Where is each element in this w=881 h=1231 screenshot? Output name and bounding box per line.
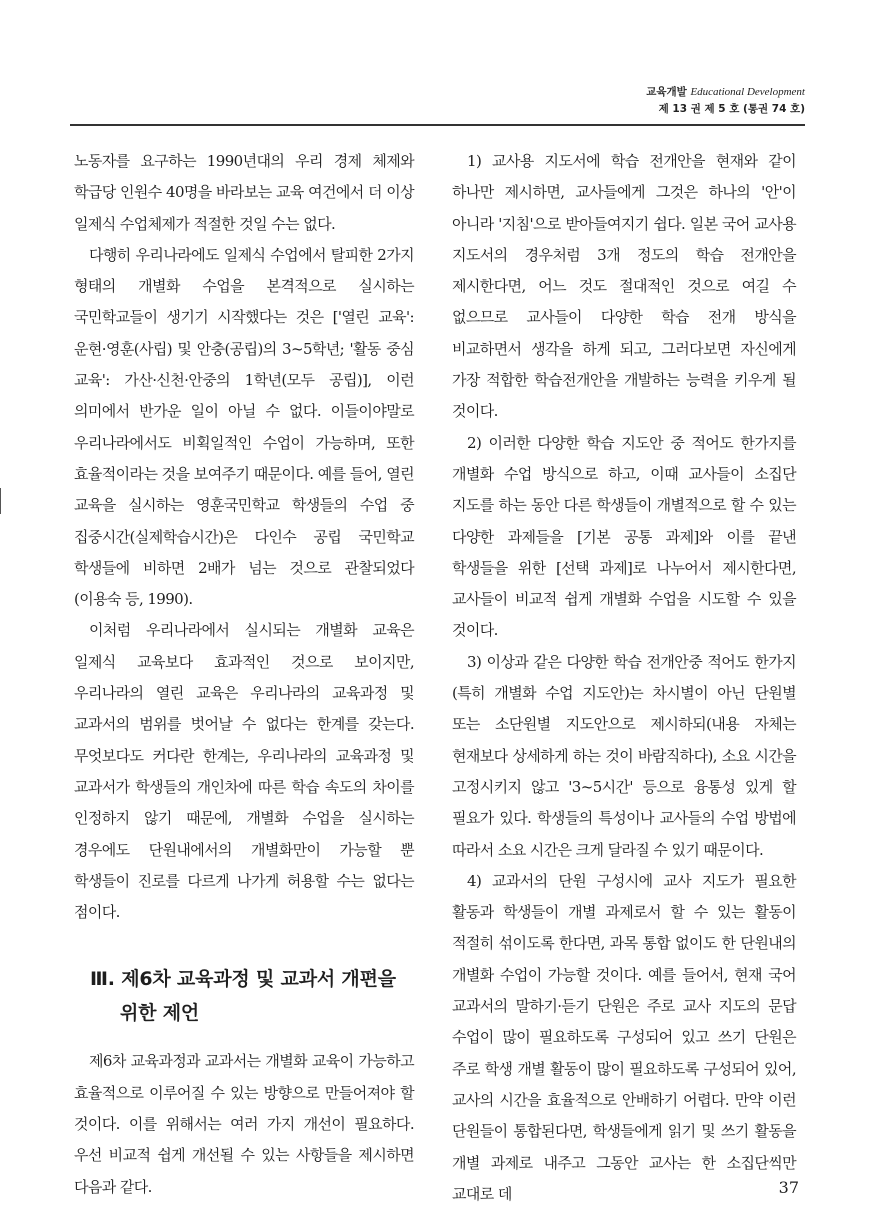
right-column <box>452 146 796 1210</box>
left-column <box>74 146 414 1203</box>
header-rule <box>70 124 805 126</box>
page-number: 37 <box>778 1178 799 1197</box>
running-header <box>646 84 805 118</box>
left-paragraph-2: 다행히 우리나라에도 일제식 수업에서 탈피한 2가지 형태의 개별화 수업을 본격적으로 실시하는 국민학교들이 생기기 시작했다는 것은 ['열린 교육': 운현·영훈(사립) 및 안충(공립)의 3~5학년; '활동 중심 교육': 가산·신천·안중의 1학년(모두 공립)], 이런 의미에서 반가운 일이 아닐 수 없다. 이들이야말로 우리나라에서도 비획일적인 수업이 가능하며, 또한 효율적이라는 것을 보여주기 때문이다. 예를 들어, 열린 교육을 실시하는 영훈국민학교 학생들의 수업 중 집중시간(실제학습시간)은 다인수 공립 국민학교 학생들에 비하면 2배가 넘는 것으로 관찰되었다(이용숙 등, 1990). <box>74 245 414 609</box>
left-paragraph-3: 이처럼 우리나라에서 실시되는 개별화 교육은 일제식 교육보다 효과적인 것으로 보이지만, 우리나라의 열린 교육은 우리나라의 교육과정 및 교과서의 범위를 벗어날 수 없다는 한계를 갖는다. 무엇보다도 커다란 한계는, 우리나라의 교육과정 및 교과서가 학생들의 개인차에 따른 학습 속도의 차이를 인정하지 않기 때문에, 개별화 수업을 실시하는 경우에도 단원내에서의 개별화만이 가능할 뿐 학생들이 진로를 다르게 나가게 허용할 수는 없다는 점이다. <box>74 621 414 922</box>
section-heading-line-1: Ⅲ. 제6차 교육과정 및 교과서 개편을 <box>90 968 396 991</box>
right-paragraph-3: 3) 이상과 같은 다양한 학습 전개안중 적어도 한가지(특히 개별화 수업 지도안)는 차시별이 아닌 단원별 또는 소단원별 지도안으로 제시하되(내용 자체는 현재보다 상세하게 하는 것이 바람직하다), 소요 시간을 고정시키지 않고 '3~5시간' 등으로 융통성 있게 할 필요가 있다. 학생들의 특성이나 교사들의 수업 방법에 따라서 소요 시간은 크게 달라질 수 있기 때문이다. <box>452 652 796 859</box>
margin-mark <box>0 488 1 514</box>
section-heading <box>74 962 414 1030</box>
journal-title-en: Educational Development <box>690 86 805 98</box>
journal-title-ko: 교육개발 <box>646 86 687 98</box>
left-paragraph-4: 제6차 교육과정과 교과서는 개별화 교육이 가능하고 효율적으로 이루어질 수 있는 방향으로 만들어져야 할 것이다. 이를 위해서는 여러 가지 개선이 필요하다. 우선 비교적 쉽게 개선될 수 있는 사항들을 제시하면 다음과 같다. <box>74 1052 414 1196</box>
section-heading-line-2: 위한 제언 <box>120 1002 200 1025</box>
left-paragraph-1: 노동자를 요구하는 1990년대의 우리 경제 체제와 학급당 인원수 40명을 바라보는 교육 여건에서 더 이상 일제식 수업체제가 적절한 것일 수는 없다. <box>74 152 414 233</box>
journal-title-line <box>646 84 805 101</box>
right-paragraph-2: 2) 이러한 다양한 학습 지도안 중 적어도 한가지를 개별화 수업 방식으로 하고, 이때 교사들이 소집단 지도를 하는 동안 다른 학생들이 개별적으로 할 수 있는 다양한 과제들을 [기본 공통 과제]와 이를 끝낸 학생들을 위한 [선택 과제]로 나누어서 제시한다면, 교사들이 비교적 쉽게 개별화 수업을 시도할 수 있을 것이다. <box>452 433 796 640</box>
right-paragraph-1: 1) 교사용 지도서에 학습 전개안을 현재와 같이 하나만 제시하면, 교사들에게 그것은 하나의 '안'이 아니라 '지침'으로 받아들여지기 쉽다. 일본 국어 교사용 지도서의 경우처럼 3개 정도의 학습 전개안을 제시한다면, 어느 것도 절대적인 것으로 여길 수 없으므로 교사들이 다양한 학습 전개 방식을 비교하면서 생각을 하게 되고, 그러다보면 자신에게 가장 적합한 학습전개안을 개발하는 능력을 키우게 될 것이다. <box>452 152 796 421</box>
right-paragraph-4: 4) 교과서의 단원 구성시에 교사 지도가 필요한 활동과 학생들이 개별 과제로서 할 수 있는 활동이 적절히 섞이도록 한다면, 과목 통합 없이도 한 단원내의 개별화 수업이 가능할 것이다. 예를 들어서, 현재 국어 교과서의 말하기·듣기 단원은 주로 교사 지도의 문답 수업이 많이 필요하도록 구성되어 있고 쓰기 단원은 주로 학생 개별 활동이 많이 필요하도록 구성되어 있어, 교사의 시간을 효율적으로 안배하기 어렵다. 만약 이런 단원들이 통합된다면, 학생들에게 읽기 및 쓰기 활동을 개별 과제로 내주고 그동안 교사는 한 소집단씩만 교대로 데 <box>452 871 796 1203</box>
volume-issue: 제 13 권 제 5 호 (통권 74 호) <box>658 103 805 115</box>
